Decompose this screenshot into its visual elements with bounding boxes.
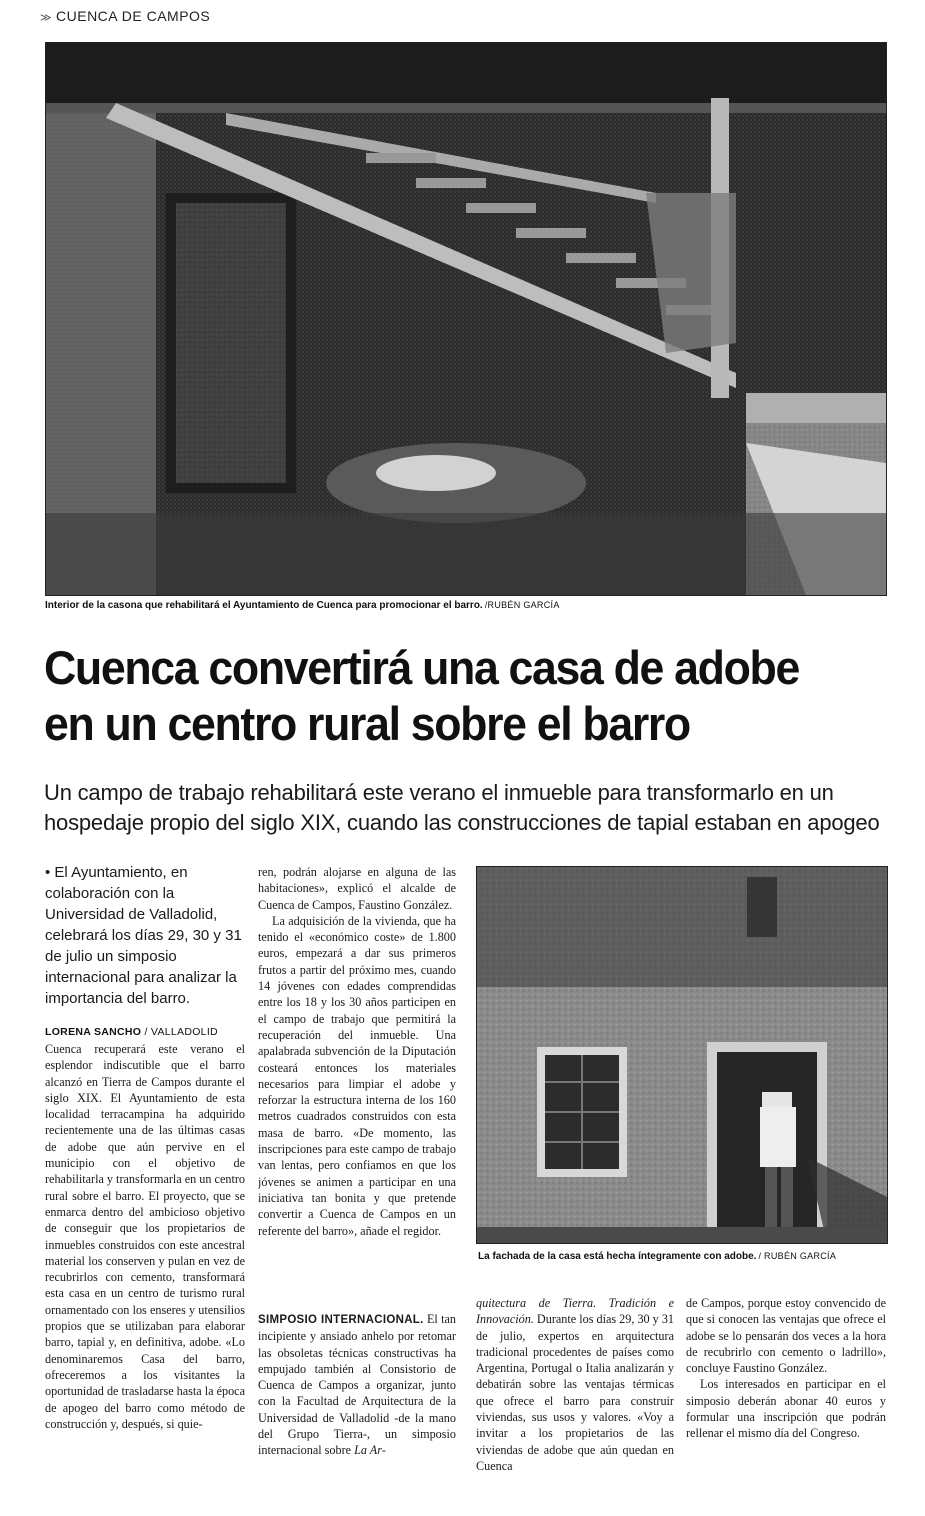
body-paragraph: Los interesados en participar en el simposio deberán abonar 40 euros y formular una inscripción que podrán rellenar el mismo día del Congreso. (686, 1377, 886, 1441)
subheadline (44, 778, 894, 838)
photo-side-caption (478, 1251, 888, 1262)
body-paragraph: ren, podrán alojarse en alguna de las habitaciones», explicó el alcalde de Cuenca de Campos, Faustino González. (258, 865, 456, 912)
headline-line-1: Cuenca convertirá una casa de adobe (44, 641, 799, 694)
body-italic-text: La Ar- (354, 1443, 386, 1458)
headline (44, 640, 861, 752)
body-italic-text: quitectura de Tierra. Tradición e Innovación. (476, 1296, 674, 1327)
interior-staircase-illustration (46, 43, 886, 595)
body-paragraph: Cuenca recuperará este verano el esplendor indiscutible que el barro alcanzó en Tierra de Campos durante el siglo XIX. El Ayuntamiento de esta localidad terracampina ha adquirido recientemente una de las últimas casas de adobe que aún pervive en el municipio con el objetivo de rehabilitarla y transformarla en un centro rural sobre el barro. El proyecto, que se enmarca dentro del ambicioso objetivo de conseguir que los propietarios de inmuebles construidos con este ancestral material los conserven y pulan en vez de recubrirlos con cemento, transformará esta casa en un centro de turismo rural ornamentado con los enseres y utensilios propios que se utilizaban para elaborar barro, tapial y, en definitiva, adobe. «Lo denominaremos Casa del barro, ofreceremos a los visitantes la oportunidad de trasladarse hasta la época de apogeo del barro como método de construcción y, después, si quie- (45, 1042, 245, 1431)
photo-side-caption-text: La fachada de la casa está hecha íntegramente con adobe. (478, 1251, 757, 1262)
section-label: CUENCA DE CAMPOS (56, 8, 211, 24)
interior-staircase-photo (45, 42, 887, 596)
photo-top-credit: /RUBÉN GARCÍA (484, 600, 560, 610)
photo-top-caption-text: Interior de la casona que rehabilitará el Ayuntamiento de Cuenca para promocionar el barro. (45, 600, 483, 611)
body-column-2 (258, 864, 456, 1308)
headline-line-2: en un centro rural sobre el barro (44, 697, 690, 750)
section-arrow-icon: ≫ (40, 12, 53, 24)
subheadline-line-1: Un campo de trabajo rehabilitará este verano el inmueble para transformarlo en un (44, 780, 834, 805)
body-column-4 (476, 1295, 674, 1480)
body-text: El tan incipiente y ansiado anhelo por retomar las obsoletas técnicas constructivas ha empujado también al Consistorio de Cuenca de Campos a organizar, junto con la Facultad de Arquitectura de la Universidad de Valladolid -de la mano del Grupo Tierra-, un simposio internacional sobre (258, 1312, 456, 1458)
byline-place: / VALLADOLID (141, 1026, 218, 1038)
adobe-facade-illustration (477, 867, 887, 1243)
body-paragraph: La adquisición de la vivienda, que ha tenido el «económico coste» de 1.800 euros, empezará a dar sus primeros frutos a partir del próximo mes, cuando 14 jóvenes con edades comprendidas entre los 18 y los 30 años participen en el campo de trabajo que permitirá la recuperación del inmueble. Una apalabrada subvención de la Diputación costeará entonces los materiales necesarios para limpiar el adobe y reforzar la estructura interna de los 160 metros cuadrados construidos con esta masa de barro. «De momento, las inscripciones para este campo de trabajo van lentas, pero confiamos en que los jóvenes se animen a participar en una iniciativa tan bonita y que pretende convertir a Cuenca de Campos en un referente del barro», añade el regidor. (258, 913, 456, 1238)
byline (45, 1026, 255, 1038)
lede-summary: • El Ayuntamiento, en colaboración con la Universidad de Valladolid, celebrará los días 29, 30 y 31 de julio un simposio internacional para analizar la importancia del barro. (45, 864, 242, 1007)
subheadline-line-2: hospedaje propio del siglo XIX, cuando las construcciones de tapial estaban en apogeo (44, 810, 880, 835)
body-text: Durante los días 29, 30 y 31 de julio, expertos en arquitectura tradicional procedentes de países como Argentina, Portugal o Italia analizarán y debatirán sobre las ventajas térmicas que ofrece el barro para construir viviendas, sus usos y valores. «Voy a invitar a los propietarios de las viviendas de adobe que aún quedan en Cuenca (476, 1312, 674, 1473)
photo-side-credit: / RUBÉN GARCÍA (758, 1251, 837, 1261)
body-column-1 (45, 1041, 245, 1481)
photo-top-caption (45, 600, 885, 611)
subsection-kicker: SIMPOSIO INTERNACIONAL. (258, 1314, 424, 1326)
byline-author: LORENA SANCHO (45, 1026, 142, 1038)
body-column-5 (686, 1295, 886, 1480)
section-tag (40, 8, 210, 24)
body-paragraph: de Campos, porque estoy convencido de que si conocen las ventajas que ofrece el adobe se lo pensarán dos veces a la hora de recubrirlo con cemento o ladrillo», concluye Faustino González. (686, 1296, 886, 1376)
adobe-facade-photo (476, 866, 888, 1244)
body-column-3 (258, 1311, 456, 1491)
